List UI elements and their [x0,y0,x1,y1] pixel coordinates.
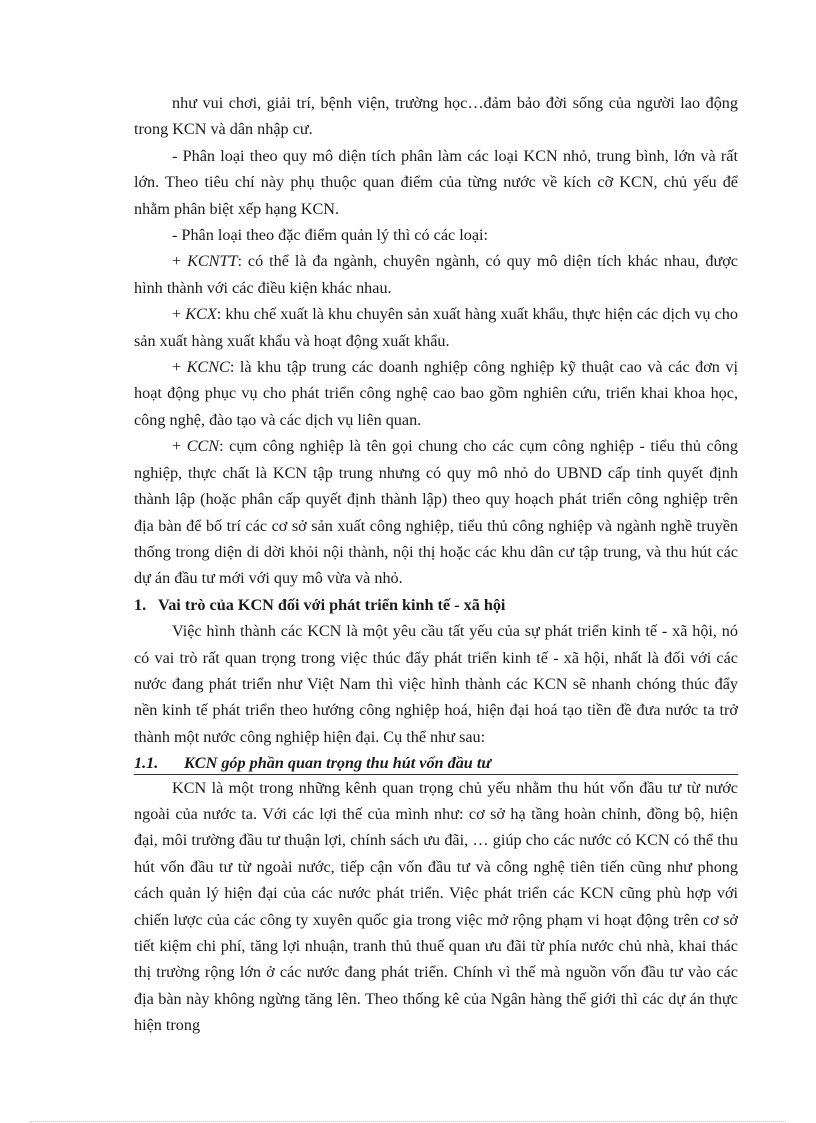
section-number: 1. [134,595,147,614]
paragraph-role: Việc hình thành các KCN là một yêu cầu tất yếu của sự phát triển kinh tế - xã hội, nó có vai trò rất quan trọng trong việc thúc đẩy phát triển kinh tế - xã hội, nhất là đối với các nước đang phát triển như Việt Nam thì việc hình thành các KCN sẽ nhanh chóng thúc đẩy nền kinh tế phát triển theo hướng công nghiệp hoá, hiện đại hoá tạo tiền đề đưa nước ta trở thành một nước công nghiệp hiện đại. Cụ thể như sau: [134,622,738,746]
term-kcntt: KCNTT [187,252,238,271]
paragraph-continuation: như vui chơi, giải trí, bệnh viện, trường học…đảm bảo đời sống của người lao động trong KCN và dân nhập cư. [134,94,738,139]
list-item-kcntt: + KCNTT: có thể là đa ngành, chuyên ngành, có quy mô diện tích khác nhau, được hình thành với các điều kiện khác nhau. [134,252,738,297]
subsection-title: KCN góp phần quan trọng thu hút vốn đầu tư [184,754,492,773]
page-bottom-border [30,1121,786,1122]
subsection-number: 1.1. [134,754,159,773]
term-ccn: CCN [186,437,220,456]
term-kcx: KCX [185,305,217,324]
list-item-kcx: + KCX: khu chế xuất là khu chuyên sản xuất hàng xuất khẩu, thực hiện các dịch vụ cho sản xuất hàng xuất khẩu và hoạt động xuất khẩu. [134,305,738,350]
paragraph-scale-classification: - Phân loại theo quy mô diện tích phân làm các loại KCN nhỏ, trung bình, lớn và rất lớn. Theo tiêu chí này phụ thuộc quan điểm của từng nước về kích cỡ KCN, chủ yếu để nhằm phân biệt xếp hạng KCN. [134,146,738,218]
body-text [134,90,738,1039]
section-title: Vai trò của KCN đối với phát triển kinh tế - xã hội [158,595,506,614]
paragraph-management-classification: - Phân loại theo đặc điểm quản lý thì có các loại: [172,226,489,245]
list-item-kcnc: + KCNC: là khu tập trung các doanh nghiệp công nghiệp kỹ thuật cao và các đơn vị hoạt động phục vụ cho phát triển công nghệ cao bao gồm nghiên cứu, triển khai khoa học, công nghệ, đào tạo và các dịch vụ liên quan. [134,358,738,429]
list-item-ccn: + CCN: cụm công nghiệp là tên gọi chung cho các cụm công nghiệp - tiểu thủ công nghiệp, thực chất là KCN tập trung nhưng có quy mô nhỏ do UBND cấp tỉnh quyết định thành lập (hoặc phân cấp quyết định thành lập) theo quy hoạch phát triển công nghiệp trên địa bàn để bố trí các cơ sở sản xuất công nghiệp, tiểu thủ công nghiệp và ngành nghề truyền thống trong diện di dời khỏi nội thành, nội thị hoặc các khu dân cư tập trung, và thu hút các dự án đầu tư mới với quy mô vừa và nhỏ. [134,437,738,588]
term-kcnc: KCNC [186,358,230,377]
paragraph-investment: KCN là một trong những kênh quan trọng chủ yếu nhằm thu hút vốn đầu tư từ nước ngoài của nước ta. Với các lợi thế của mình như: cơ sở hạ tầng hoàn chỉnh, đồng bộ, hiện đại, môi trường đầu tư thuận lợi, chính sách ưu đãi, … giúp cho các nước có KCN có thể thu hút vốn đầu tư từ ngoài nước, tiếp cận vốn đầu tư và công nghệ tiên tiến cũng như phong cách quản lý hiện đại của các nước phát triển. Việc phát triển các KCN cũng phù hợp với chiến lược của các công ty xuyên quốc gia trong việc mở rộng phạm vi hoạt động trên cơ sở tiết kiệm chi phí, tăng lợi nhuận, tranh thủ thuế quan ưu đãi từ phía nước chủ nhà, khai thác thị trường rộng lớn ở các nước đang phát triển. Chính vì thế mà nguồn vốn đầu tư vào các địa bàn này không ngừng tăng lên. Theo thống kê của Ngân hàng thế giới thì các dự án thực hiện trong [134,778,738,1035]
section-heading [134,592,738,618]
